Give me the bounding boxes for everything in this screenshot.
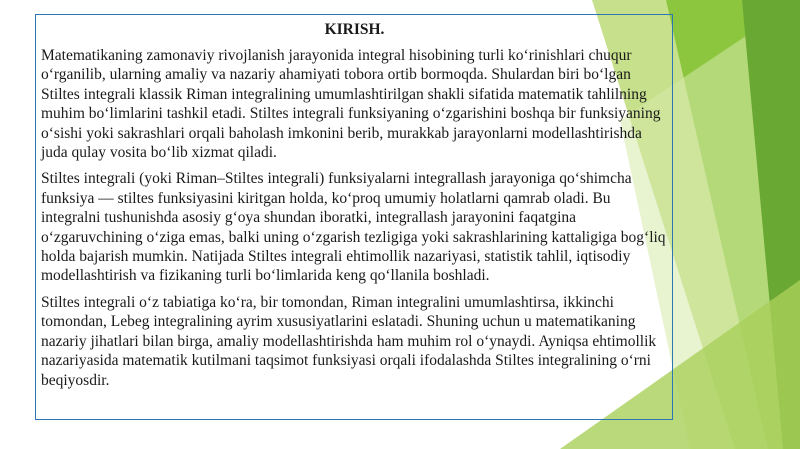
- document-title: KIRISH.: [324, 21, 385, 38]
- paragraph-3: Stiltes integrali oʻz tabiatiga koʻra, bir tomondan, Riman integralini umumlashtirsa, ikkinchi tomondan, Lebeg integralining ayrim xususiyatlarini eslatadi. Shuning uchun u matematikaning nazariy jihatlari bilan birga, amaliy modellashtirishda ham muhim rol oʻynaydi. Ayniqsa ehtimollik nazariyasida matematik kutilmani taqsimot funksiyasi orqali ifodalashda Stiltes integralining oʻrni beqiyosdir.: [41, 293, 657, 389]
- paragraph-2: Stiltes integrali (yoki Riman–Stiltes integrali) funksiyalarni integrallash jarayoniga qoʻshimcha funksiya — stiltes funksiyasini kiritgan holda, koʻproq umumiy holatlarni qamrab oladi. Bu integralni tushunishda asosiy gʻoya shundan iboratki, integrallash jarayonini faqatgina oʻzgaruvchining oʻziga emas, balki uning oʻzgarish tezligiga yoki sakrashlarining kattaligiga bogʻliq holda bajarish mumkin. Natijada Stiltes integrali ehtimollik nazariyasi, statistik tahlil, iqtisodiy modellashtirish va fizikaning turli boʻlimlarida keng qoʻllanila boshladi.: [41, 170, 666, 285]
- text-frame: [35, 14, 673, 420]
- paragraph-1: Matematikaning zamonaviy rivojlanish jarayonida integral hisobining turli koʻrinishlari chuqur oʻrganilib, ularning amaliy va nazariy ahamiyati tobora ortib bormoqda. Shulardan biri boʻlgan Stiltes integrali klassik Riman integralining umumlashtirilgan shakli sifatida matematik tahlilning muhim boʻlimlarini tashkil etadi. Stiltes integrali funksiyaning oʻzgarishini boshqa bir funksiyaning oʻsishi yoki sakrashlari orqali baholash imkonini berib, murakkab jarayonlarni modellashtirishda juda qulay vosita boʻlib xizmat qiladi.: [41, 47, 661, 162]
